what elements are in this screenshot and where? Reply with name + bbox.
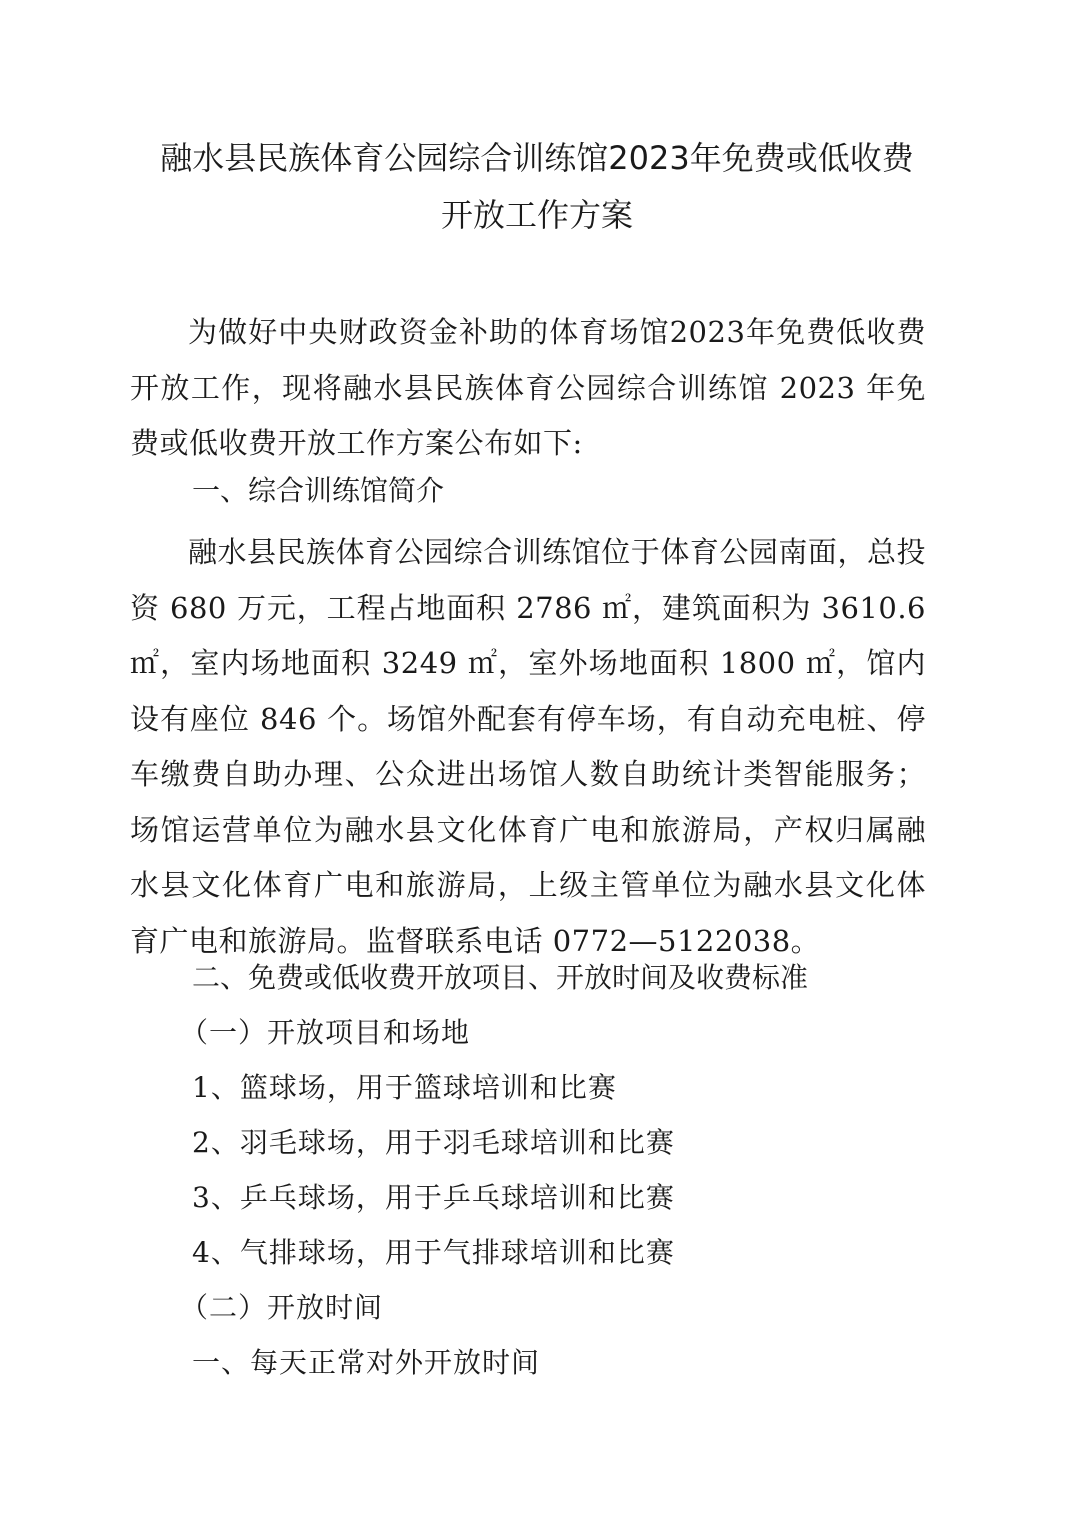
list-item: 2、羽毛球场，用于羽毛球培训和比赛 — [192, 1126, 675, 1159]
list-item: 3、乒乓球场，用于乒乓球培训和比赛 — [192, 1181, 675, 1214]
section-1-heading: 一、综合训练馆简介 — [192, 474, 445, 507]
opening-hours-line: 一、每天正常对外开放时间 — [192, 1346, 541, 1379]
subsection-1-heading: （一）开放项目和场地 — [180, 1016, 471, 1049]
section-2-heading: 二、免费或低收费开放项目、开放时间及收费标准 — [192, 961, 809, 994]
list-item: 4、气排球场，用于气排球培训和比赛 — [192, 1236, 675, 1269]
document-title-line-2: 开放工作方案 — [440, 196, 633, 234]
subsection-2-heading: （二）开放时间 — [180, 1291, 384, 1324]
section-1-paragraph: 融水县民族体育公园综合训练馆位于体育公园南面，总投资 680 万元，工程占地面积 2786 ㎡，建筑面积为 3610.6 ㎡，室内场地面积 3249 ㎡，室外场地面积 1800 ㎡，馆内设有座位 846 个。场馆外配套有停车场，有自动充电桩、停车缴费自助办理、公众进出场馆人数自助统计类智能服务；场馆运营单位为融水县文化体育广电和旅游局，产权归属融水县文化体育广电和旅游局，上级主管单位为融水县文化体育广电和旅游局。监督联系电话 0772—5122038。 — [130, 535, 926, 958]
intro-paragraph: 为做好中央财政资金补助的体育场馆2023年免费低收费开放工作，现将融水县民族体育公园综合训练馆 2023 年免费或低收费开放工作方案公布如下: — [130, 315, 926, 460]
document-title-line-1: 融水县民族体育公园综合训练馆2023年免费或低收费 — [160, 139, 914, 177]
list-item: 1、篮球场，用于篮球培训和比赛 — [192, 1071, 617, 1104]
